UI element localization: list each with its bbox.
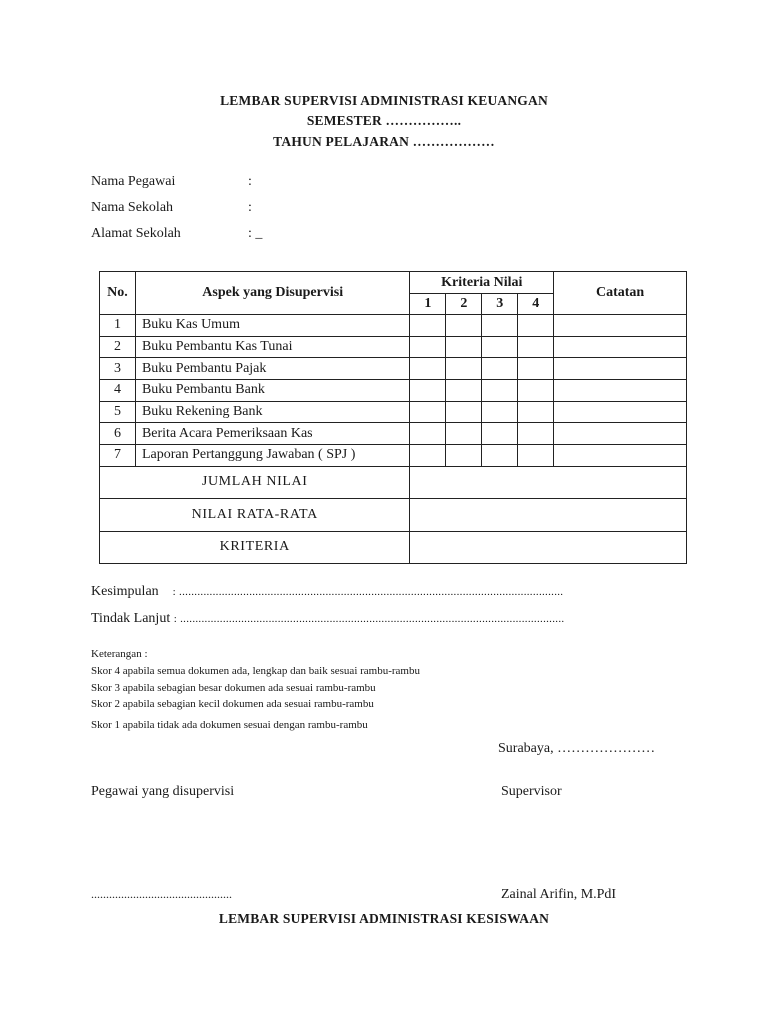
supervisor-name: Zainal Arifin, M.PdI [501, 887, 617, 902]
kesimpulan-dots[interactable]: : .............................................................................................................................. [172, 586, 564, 598]
table-row [100, 358, 687, 380]
row-no: 1 [100, 315, 136, 337]
score-cell[interactable] [518, 336, 554, 358]
pegawai-signature-blank[interactable]: ............................................... [91, 887, 232, 901]
catatan-cell[interactable] [554, 423, 687, 445]
tahun-pelajaran-line: TAHUN PELAJARAN ……………… [273, 134, 495, 149]
catatan-cell[interactable] [554, 401, 687, 423]
score-cell[interactable] [518, 315, 554, 337]
table-row [100, 380, 687, 402]
score-cell[interactable] [482, 423, 518, 445]
score-cell[interactable] [446, 401, 482, 423]
score-cell[interactable] [482, 401, 518, 423]
nama-pegawai-label: Nama Pegawai [91, 174, 176, 189]
tindak-lanjut-dots[interactable]: : .............................................................................................................................. [173, 613, 565, 625]
row-no: 4 [100, 380, 136, 402]
alamat-sekolah-colon: : _ [248, 226, 262, 241]
score-cell[interactable] [482, 380, 518, 402]
score-cell[interactable] [518, 401, 554, 423]
table-row [100, 315, 687, 337]
kriteria-label: KRITERIA [100, 531, 410, 563]
score-2-header: 2 [446, 294, 482, 315]
nilai-rata-rata-label: NILAI RATA-RATA [100, 498, 410, 531]
col-catatan-header: Catatan [554, 272, 687, 315]
catatan-cell[interactable] [554, 358, 687, 380]
skor-4-note: Skor 4 apabila semua dokumen ada, lengkap dan baik sesuai rambu-rambu [91, 665, 420, 677]
tindak-lanjut-label: Tindak Lanjut [91, 611, 171, 626]
supervision-table [99, 271, 687, 564]
table-row [100, 423, 687, 445]
city-date-line: Surabaya, ………………… [498, 741, 656, 756]
pegawai-label: Pegawai yang disupervisi [91, 784, 235, 799]
jumlah-nilai-row [100, 466, 687, 498]
nama-pegawai-field [91, 174, 252, 190]
semester-line: SEMESTER …………….. [306, 113, 462, 128]
row-aspek: Buku Pembantu Bank [135, 380, 409, 402]
col-no-header: No. [100, 272, 136, 315]
keterangan-heading: Keterangan : [91, 648, 148, 660]
score-cell[interactable] [410, 401, 446, 423]
catatan-cell[interactable] [554, 445, 687, 467]
nama-sekolah-field [91, 200, 252, 216]
score-cell[interactable] [518, 380, 554, 402]
table-row [100, 336, 687, 358]
nama-sekolah-label: Nama Sekolah [91, 200, 174, 215]
score-cell[interactable] [410, 315, 446, 337]
row-no: 7 [100, 445, 136, 467]
row-aspek: Buku Rekening Bank [135, 401, 409, 423]
score-cell[interactable] [482, 336, 518, 358]
score-cell[interactable] [410, 445, 446, 467]
row-aspek: Berita Acara Pemeriksaan Kas [135, 423, 409, 445]
score-cell[interactable] [446, 358, 482, 380]
score-cell[interactable] [446, 423, 482, 445]
score-cell[interactable] [482, 358, 518, 380]
next-section-title: LEMBAR SUPERVISI ADMINISTRASI KESISWAAN [218, 911, 550, 926]
row-no: 5 [100, 401, 136, 423]
score-cell[interactable] [410, 336, 446, 358]
row-no: 2 [100, 336, 136, 358]
score-cell[interactable] [518, 423, 554, 445]
score-cell[interactable] [446, 380, 482, 402]
score-3-header: 3 [482, 294, 518, 315]
catatan-cell[interactable] [554, 315, 687, 337]
supervisor-label: Supervisor [501, 784, 562, 799]
table-row [100, 445, 687, 467]
score-cell[interactable] [518, 445, 554, 467]
col-kriteria-header: Kriteria Nilai [410, 272, 554, 294]
catatan-cell[interactable] [554, 336, 687, 358]
tindak-lanjut-line [91, 611, 564, 627]
score-cell[interactable] [518, 358, 554, 380]
nama-sekolah-colon: : [248, 200, 252, 215]
jumlah-nilai-label: JUMLAH NILAI [100, 466, 410, 498]
score-cell[interactable] [482, 445, 518, 467]
row-aspek: Laporan Pertanggung Jawaban ( SPJ ) [135, 445, 409, 467]
skor-1-note: Skor 1 apabila tidak ada dokumen sesuai dengan rambu-rambu [91, 719, 368, 731]
row-aspek: Buku Pembantu Kas Tunai [135, 336, 409, 358]
kesimpulan-label: Kesimpulan [91, 584, 159, 599]
row-no: 6 [100, 423, 136, 445]
col-aspek-header: Aspek yang Disupervisi [135, 272, 409, 315]
document-title: LEMBAR SUPERVISI ADMINISTRASI KEUANGAN [220, 93, 548, 108]
score-cell[interactable] [410, 380, 446, 402]
nilai-rata-rata-value[interactable] [410, 498, 687, 531]
nama-pegawai-colon: : [248, 174, 252, 189]
skor-2-note: Skor 2 apabila sebagian kecil dokumen ada sesuai rambu-rambu [91, 698, 374, 710]
score-cell[interactable] [482, 315, 518, 337]
row-aspek: Buku Kas Umum [135, 315, 409, 337]
catatan-cell[interactable] [554, 380, 687, 402]
nilai-rata-rata-row [100, 498, 687, 531]
table-row [100, 401, 687, 423]
score-cell[interactable] [446, 445, 482, 467]
score-cell[interactable] [446, 336, 482, 358]
alamat-sekolah-field [91, 226, 262, 242]
kriteria-row [100, 531, 687, 563]
score-4-header: 4 [518, 294, 554, 315]
kriteria-value[interactable] [410, 531, 687, 563]
row-aspek: Buku Pembantu Pajak [135, 358, 409, 380]
jumlah-nilai-value[interactable] [410, 466, 687, 498]
kesimpulan-line [91, 584, 563, 600]
score-cell[interactable] [446, 315, 482, 337]
score-cell[interactable] [410, 423, 446, 445]
skor-3-note: Skor 3 apabila sebagian besar dokumen ada sesuai rambu-rambu [91, 682, 376, 694]
alamat-sekolah-label: Alamat Sekolah [91, 226, 181, 241]
table-header-row [100, 272, 687, 294]
row-no: 3 [100, 358, 136, 380]
score-cell[interactable] [410, 358, 446, 380]
score-1-header: 1 [410, 294, 446, 315]
